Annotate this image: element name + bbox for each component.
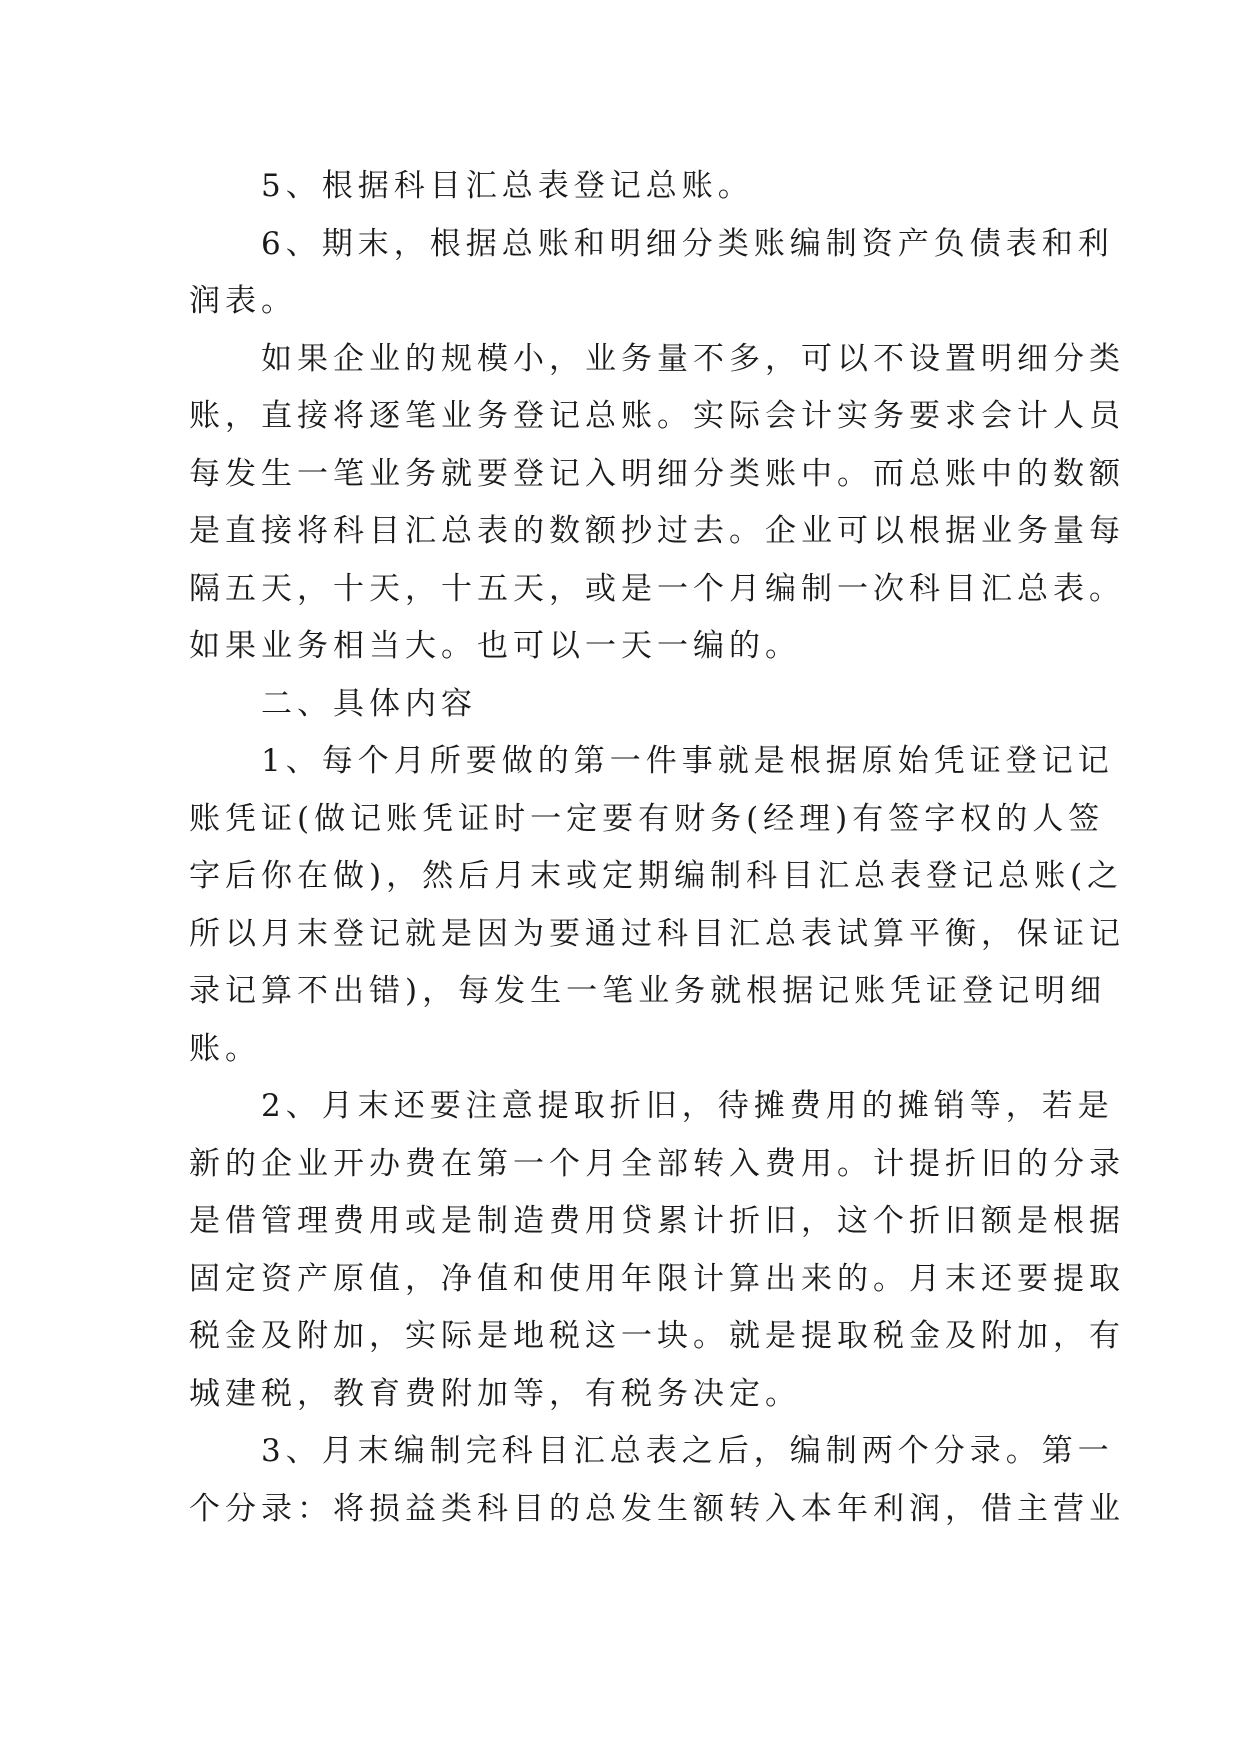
text-line: 字后你在做)，然后月末或定期编制科目汇总表登记总账(之: [189, 858, 1124, 894]
text-line: 隔五天，十天，十五天，或是一个月编制一次科目汇总表。: [189, 570, 1125, 607]
document-body: [189, 158, 1125, 1538]
text-line: 3、月末编制完科目汇总表之后，编制两个分录。第一: [261, 1433, 1114, 1469]
text-line: 是直接将科目汇总表的数额抄过去。企业可以根据业务量每: [189, 513, 1125, 549]
text-line: 是借管理费用或是制造费用贷累计折旧，这个折旧额是根据: [189, 1203, 1125, 1239]
text-line: 二、具体内容: [261, 685, 477, 722]
paragraph-item-3: [189, 1423, 1125, 1538]
paragraph-item-2: [189, 1078, 1125, 1423]
text-line: 账，直接将逐笔业务登记总账。实际会计实务要求会计人员: [189, 398, 1125, 434]
text-line: 所以月末登记就是因为要通过科目汇总表试算平衡，保证记: [189, 915, 1125, 952]
text-line: 1、每个月所要做的第一件事就是根据原始凭证登记记: [261, 743, 1114, 779]
text-line: 每发生一笔业务就要登记入明细分类账中。而总账中的数额: [189, 455, 1125, 492]
text-line: 账凭证(做记账凭证时一定要有财务(经理)有签字权的人签: [189, 800, 1105, 837]
paragraph-item-1: [189, 733, 1125, 1078]
text-line: 2、月末还要注意提取折旧，待摊费用的摊销等，若是: [261, 1088, 1114, 1124]
text-line: 新的企业开办费在第一个月全部转入费用。计提折旧的分录: [189, 1145, 1125, 1182]
text-line: 个分录：将损益类科目的总发生额转入本年利润，借主营业: [189, 1490, 1125, 1527]
text-line: 固定资产原值，净值和使用年限计算出来的。月末还要提取: [189, 1260, 1125, 1297]
text-line: 账。: [189, 1030, 261, 1067]
text-line: 税金及附加，实际是地税这一块。就是提取税金及附加，有: [189, 1318, 1125, 1354]
text-line: 润表。: [189, 283, 297, 319]
paragraph-step-5: [189, 158, 1069, 216]
paragraph-small-business-note: [189, 331, 1125, 676]
text-line: 6、期末，根据总账和明细分类账编制资产负债表和利: [261, 225, 1114, 262]
text-line: 5、根据科目汇总表登记总账。: [261, 168, 754, 204]
text-line: 录记算不出错)，每发生一笔业务就根据记账凭证登记明细: [189, 973, 1107, 1009]
text-line: 城建税，教育费附加等，有税务决定。: [189, 1375, 801, 1412]
text-line: 如果业务相当大。也可以一天一编的。: [189, 628, 801, 664]
section-heading: [189, 676, 1069, 734]
paragraph-step-6: [189, 216, 1114, 331]
text-line: 如果企业的规模小，业务量不多，可以不设置明细分类: [261, 340, 1125, 377]
